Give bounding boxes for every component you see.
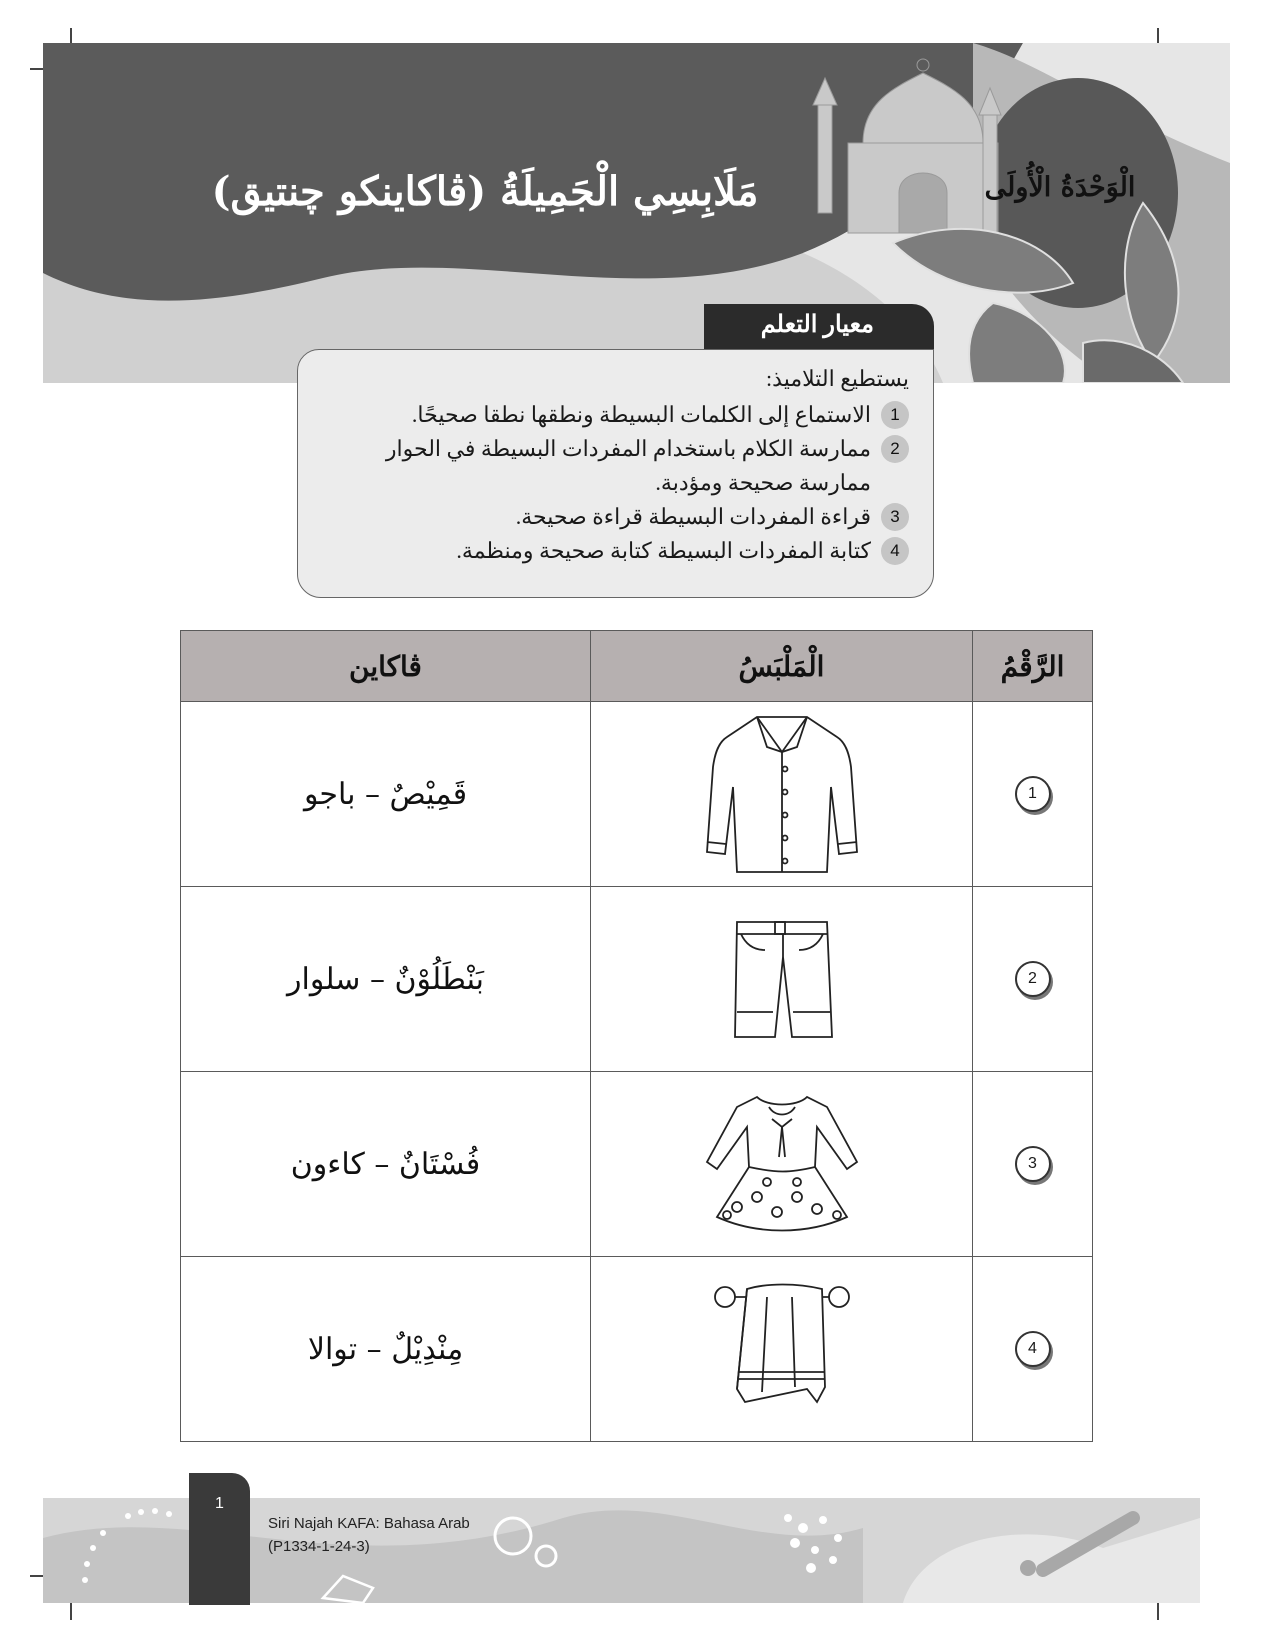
objectives-intro: يستطيع التلاميذ: <box>766 366 909 391</box>
picture-cell <box>591 887 973 1072</box>
page-title: مَلَابِسِي الْجَمِيلَةُ (ڤاكاينكو چنتيق) <box>211 168 759 215</box>
vocab-word: فُسْتَانٌ – کاءون <box>290 1146 481 1182</box>
table-row <box>181 1257 1093 1442</box>
objective-text: كتابة المفردات البسيطة كتابة صحيحة ومنظمة. <box>456 538 871 563</box>
objective-item <box>316 432 909 500</box>
row-number-badge: 4 <box>1015 1331 1051 1367</box>
vocab-word: بَنْطَلُوْنٌ – سلوار <box>287 961 484 997</box>
vocabulary-table <box>180 630 1093 1442</box>
objective-number: 2 <box>881 435 909 463</box>
book-code: (P1334-1-24-3) <box>268 1538 370 1555</box>
objective-item <box>316 398 909 432</box>
objective-text: الاستماع إلى الكلمات البسيطة ونطقها نطقا صحيحًا. <box>411 402 871 427</box>
row-number-badge: 1 <box>1015 776 1051 812</box>
word-cell <box>181 1257 591 1442</box>
number-cell <box>973 1072 1093 1257</box>
table-row <box>181 887 1093 1072</box>
learning-standard-tab: معيار التعلم <box>704 304 934 354</box>
table-row <box>181 1072 1093 1257</box>
row-number-badge: 3 <box>1015 1146 1051 1182</box>
footer-text <box>268 1512 470 1558</box>
picture-cell <box>591 1072 973 1257</box>
objective-number: 3 <box>881 503 909 531</box>
header-clothing: الْمَلْبَسُ <box>591 631 973 702</box>
word-cell <box>181 1072 591 1257</box>
number-cell <box>973 887 1093 1072</box>
objective-item <box>316 534 909 568</box>
towel-icon <box>707 1277 857 1417</box>
objective-number: 1 <box>881 401 909 429</box>
objective-text: قراءة المفردات البسيطة قراءة صحيحة. <box>515 504 871 529</box>
objective-text: ممارسة الكلام باستخدام المفردات البسيطة في الحوار ممارسة صحيحة ومؤدبة. <box>385 436 871 495</box>
table-row <box>181 702 1093 887</box>
header-number: الرَّقْمُ <box>973 631 1093 702</box>
table-header-row <box>181 631 1093 702</box>
word-cell <box>181 887 591 1072</box>
word-cell <box>181 702 591 887</box>
series-title: Siri Najah KAFA: Bahasa Arab <box>268 1515 470 1532</box>
objective-number: 4 <box>881 537 909 565</box>
learning-standard-box <box>297 349 934 598</box>
row-number-badge: 2 <box>1015 961 1051 997</box>
page-number-tab: 1 <box>189 1473 250 1605</box>
number-cell <box>973 1257 1093 1442</box>
number-cell <box>973 702 1093 887</box>
unit-label: الْوَحْدَةُ الْأُولَى <box>984 172 1136 203</box>
dress-icon <box>697 1087 867 1237</box>
trousers-icon <box>717 912 847 1042</box>
shirt-icon <box>697 707 867 877</box>
picture-cell <box>591 1257 973 1442</box>
header-pakaian: ڤاكاين <box>181 631 591 702</box>
objective-item <box>316 500 909 534</box>
vocab-word: قَمِيْصٌ – باجو <box>303 776 468 812</box>
picture-cell <box>591 702 973 887</box>
vocab-word: مِنْدِيْلٌ – توالا <box>307 1331 464 1367</box>
